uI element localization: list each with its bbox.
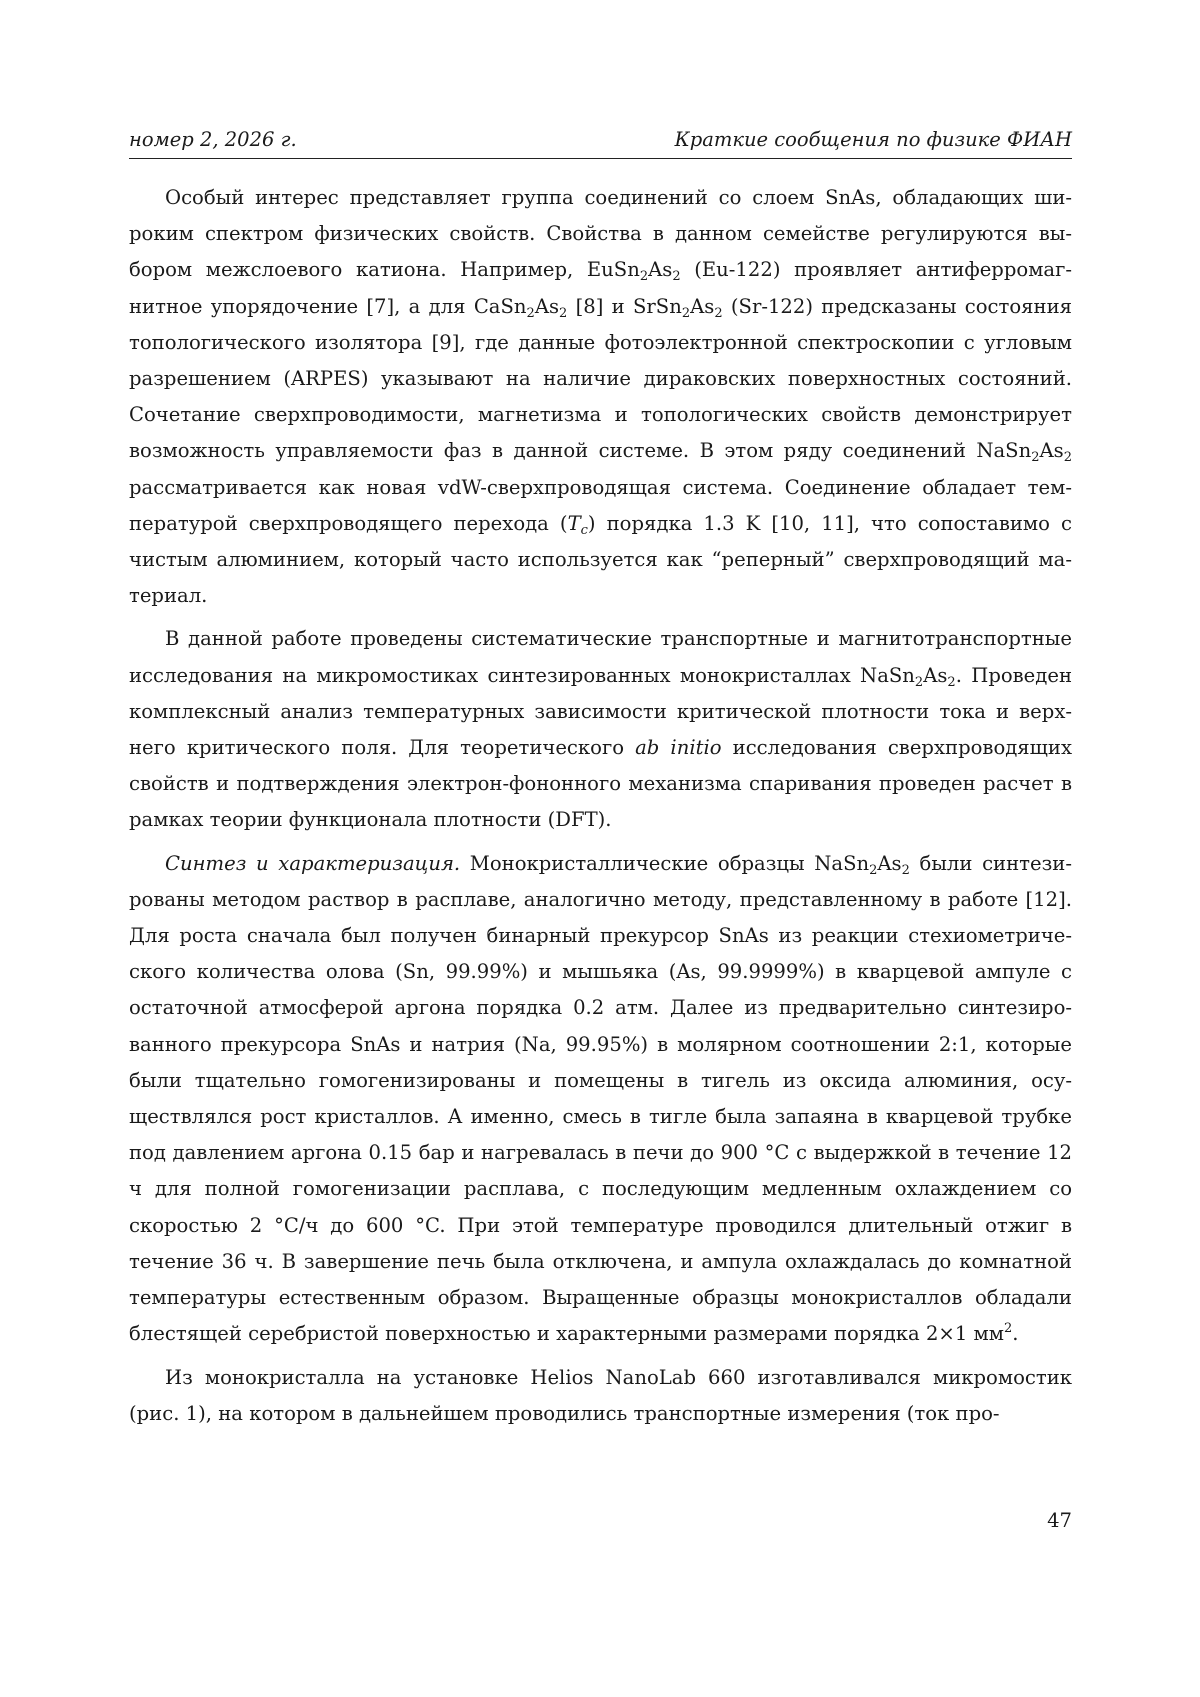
paragraph — [129, 1360, 1072, 1432]
text-run: Синтез и характеризация. — [165, 851, 461, 875]
text-run: As — [534, 294, 560, 318]
text-run: рассматривается как новая vdW-сверхпроводящая система. Соединение обладает температурой сверхпроводящего перехода ( — [129, 475, 1072, 535]
text-run: . Проведен комплексный анализ температурных зависимости критической плотности тока и верхнего критического поля. Для теоретического — [129, 663, 1072, 760]
text-run: Монокристаллические образцы NaSn — [460, 851, 870, 875]
text-run: As — [877, 851, 902, 875]
subscript: 2 — [914, 674, 924, 690]
subscript: 2 — [947, 674, 956, 690]
text-run: ab initio — [635, 736, 722, 760]
subscript: 2 — [901, 862, 910, 878]
running-header — [129, 128, 1072, 159]
text-run: В данной работе проведены систематические транспортные и магнитотранспортные исследования на микромостиках синтезированных монокристаллах NaSn — [129, 627, 1072, 687]
superscript: 2 — [1004, 1321, 1013, 1337]
text-run: As — [690, 294, 715, 318]
journal-title: Краткие сообщения по физике ФИАН — [674, 128, 1072, 151]
subscript: 2 — [526, 305, 535, 321]
text-run: . — [1012, 1322, 1019, 1346]
subscript: 2 — [559, 305, 568, 321]
text-run: исследования сверхпроводящих свойств и подтверждения электрон-фононного механизма спаривания проведен расчет в рамках теории функционала плотности (DFT). — [129, 736, 1072, 832]
text-run: (Eu-122) проявляет антиферромагнитное упорядочение [7], а для CaSn — [129, 258, 1073, 318]
subscript: 2 — [639, 269, 649, 285]
text-run: As — [648, 258, 673, 282]
text-run: [8] и SrSn — [567, 294, 682, 318]
text-run: (Sr-122) предсказаны состояния топологического изолятора [9], где данные фотоэлектронной спектроскопии с угловым разрешением (ARPES) указывают на наличие дираковских поверхностных состояний. Сочетание сверхпроводимости, магнетизма и топологических свойств демонстрирует возможность управляемости фаз в данной системе. В этом ряду соединений NaSn — [129, 294, 1072, 463]
issue-label: номер 2, 2026 г. — [129, 128, 297, 151]
paragraph — [129, 180, 1072, 614]
text-run: ) порядка 1.3 K [10, 11], что сопоставимо с чистым алюминием, который часто используется как “реперный” сверхпроводящий материал. — [129, 511, 1072, 608]
text-run: Из монокристалла на установке Helios NanoLab 660 изготавливался микромостик (рис. 1), на котором в дальнейшем проводились транспортные измерения (ток про- — [129, 1365, 1072, 1425]
subscript: 2 — [1031, 450, 1040, 466]
subscript: 2 — [672, 269, 681, 285]
text-run: T — [567, 511, 581, 535]
text-run: Особый интерес представляет группа соединений со слоем SnAs, обладающих широким спектром физических свойств. Свойства в данном семействе регулируются выбором межслоевого катиона. Например, EuSn — [129, 186, 1072, 282]
page-number: 47 — [1047, 1509, 1072, 1532]
paragraph — [129, 621, 1072, 838]
paragraph — [129, 846, 1072, 1353]
text-run: были синтезированы методом раствор в расплаве, аналогично методу, представленному в работе [12]. Для роста сначала был получен бинарный прекурсор SnAs из реакции стехиометрического количества олова (Sn, 99.99%) и мышьяка (As, 99.9999%) в кварцевой ампуле с остаточной атмосферой аргона порядка 0.2 атм. Далее из предварительно синтезированного прекурсора SnAs и натрия (Na, 99.95%) в молярном соотношении 2:1, которые были тщательно гомогенизированы и помещены в тигель из оксида алюминия, осуществлялся рост кристаллов. А именно, смесь в тигле была запаяна в кварцевой трубке под давлением аргона 0.15 бар и нагревалась в печи до 900 °C с выдержкой в течение 12 ч для полной гомогенизации расплава, с последующим медленным охлаждением со скоростью 2 °C/ч до 600 °C. При этой температуре проводился длительный отжиг в течение 36 ч. В завершение печь была отключена, и ампула охлаждалась до комнатной температуры естественным образом. Выращенные образцы монокристаллов обладали блестящей серебристой поверхностью и характерными размерами порядка 2×1 мм — [129, 851, 1072, 1346]
subscript: 2 — [714, 305, 723, 321]
subscript: 2 — [869, 862, 878, 878]
subscript: 2 — [681, 305, 691, 321]
subscript: c — [580, 522, 588, 538]
text-run: As — [1039, 439, 1064, 463]
subscript: 2 — [1063, 450, 1072, 466]
article-body — [129, 180, 1072, 1439]
text-run: As — [923, 663, 948, 687]
